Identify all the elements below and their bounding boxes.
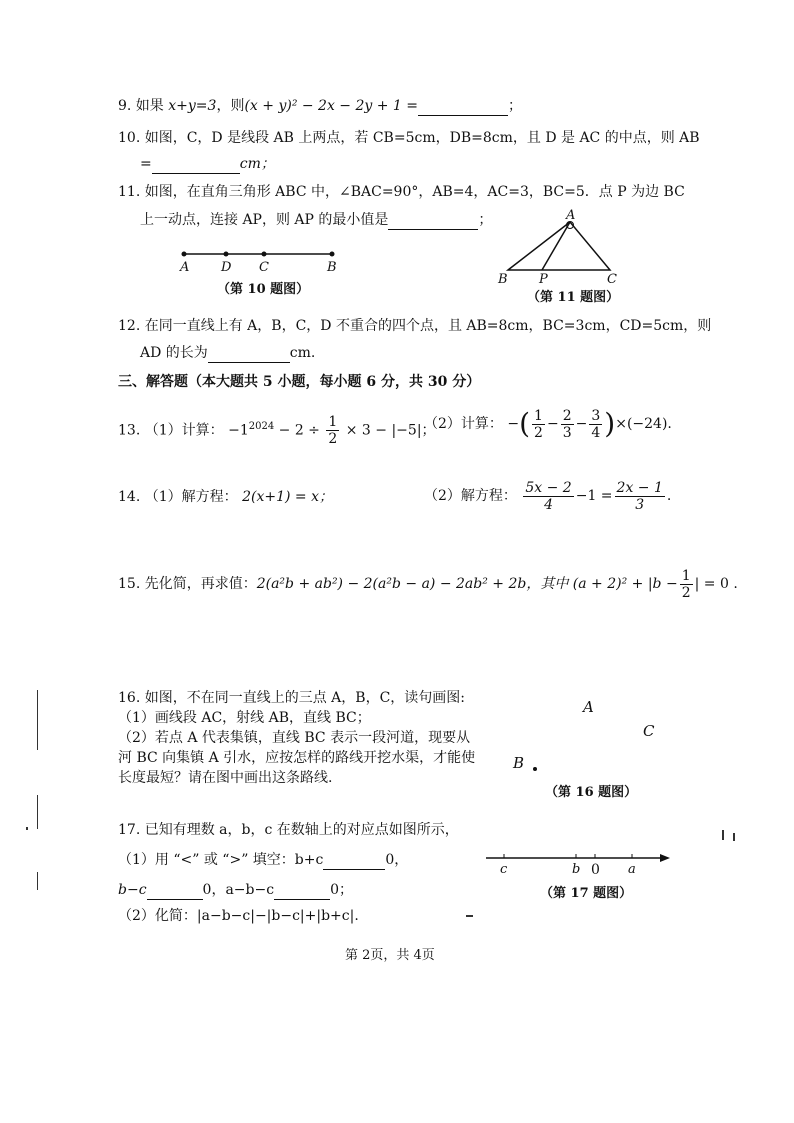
question-14-part1 — [118, 487, 333, 507]
question-17-line2 — [118, 850, 408, 870]
q14-p2-label: （2）解方程： — [424, 488, 517, 504]
question-16-line2: （1）画线段 AC，射线 AB，直线 BC； — [118, 710, 371, 726]
frac-den: 2 — [328, 431, 338, 447]
figure-11-caption: （第 11 题图） — [527, 290, 620, 305]
q14-p1-label: （1）解方程： — [144, 489, 238, 505]
segment-ap — [542, 222, 570, 270]
frac-num: 1 — [681, 567, 691, 584]
q9-answer-blank[interactable] — [418, 99, 508, 116]
q13-expr: −1 — [228, 422, 249, 439]
q13-p1-label: （1）计算： — [144, 422, 224, 439]
q9-text: x+y=3 — [168, 98, 217, 114]
question-17-line1: 17. 已知有理数 a，b，c 在数轴上的对应点如图所示， — [118, 822, 459, 838]
question-16-line5: 长度最短？请在图中画出这条路线. — [118, 770, 333, 786]
figure-11-triangle — [500, 212, 620, 276]
q9-text: ； — [508, 98, 523, 114]
paren-right: ) — [604, 407, 616, 440]
section-3-title: 三、解答题（本大题共 5 小题，每小题 6 分，共 30 分） — [118, 374, 481, 390]
frac-den: 4 — [544, 496, 553, 513]
q12-answer-blank[interactable] — [208, 346, 290, 363]
fig10-label-b: B — [327, 260, 337, 275]
fig17-label-c: c — [500, 862, 508, 877]
q13-number: 13. — [118, 422, 141, 439]
frac-den: 2 — [681, 584, 691, 601]
q9-expr: (x + y)² − 2x − 2y + 1 = — [244, 98, 419, 114]
scan-mark — [37, 872, 38, 890]
question-17-line3 — [118, 880, 353, 900]
q14-frac1 — [523, 480, 573, 513]
question-14-part2 — [424, 478, 671, 514]
q14-op: −1 = — [575, 488, 613, 504]
question-13-part1 — [118, 414, 436, 447]
fig16-label-c: C — [643, 722, 655, 740]
q9-text: 9. 如果 — [118, 98, 169, 114]
point-b-dot — [533, 767, 537, 771]
q13-p2-label: （2）计算： — [424, 416, 503, 432]
scan-mark — [466, 915, 473, 917]
question-11-line2 — [140, 210, 492, 230]
fig10-label-a: A — [180, 260, 190, 275]
frac-num: 1 — [328, 414, 338, 430]
frac-den: 2 — [534, 424, 543, 441]
question-16-line4: 河 BC 向集镇 A 引水，应按怎样的路线开挖水渠，才能使 — [118, 750, 476, 766]
frac-den: 3 — [562, 424, 572, 441]
q17-blank-1[interactable] — [323, 853, 385, 870]
page-footer: 第 2页，共 4页 — [345, 948, 435, 963]
q15-cond: | = 0 . — [694, 576, 738, 592]
question-10-line2 — [140, 154, 275, 174]
fig16-label-a: A — [583, 698, 594, 716]
point-c-dot — [262, 252, 267, 257]
frac-den: 4 — [591, 424, 601, 441]
frac-num: 5x − 2 — [525, 479, 572, 496]
q13-op: − — [546, 416, 559, 432]
q13-expr: × 3 − |−5|； — [345, 422, 436, 439]
figure-16-caption: （第 16 题图） — [545, 785, 638, 800]
fig17-label-a: a — [628, 862, 636, 877]
q15-frac — [680, 568, 693, 601]
frac-num: 2x − 1 — [616, 479, 663, 496]
q13-exponent: 2024 — [248, 420, 275, 432]
q17-text: 0； — [330, 882, 353, 898]
q17-text: （1）用 “<” 或 “>” 填空：b+c — [118, 852, 324, 868]
fig11-label-b: B — [498, 272, 508, 287]
q13-minus: − — [507, 416, 520, 432]
q17-blank-2[interactable] — [147, 883, 203, 900]
figure-17-caption: （第 17 题图） — [540, 886, 633, 901]
q13-frac1 — [532, 408, 545, 441]
q14-frac2 — [615, 480, 665, 513]
q10-text: = — [140, 156, 152, 172]
scan-mark — [37, 795, 38, 829]
frac-den: 3 — [635, 496, 645, 513]
q17-text: b−c — [118, 882, 147, 898]
q13-expr: ×(−24). — [615, 416, 672, 432]
figure-10-caption: （第 10 题图） — [217, 282, 310, 297]
question-16-line3: （2）若点 A 代表集镇，直线 BC 表示一段河道，现要从 — [118, 730, 471, 746]
scan-mark — [26, 827, 28, 830]
fig17-label-b: b — [572, 862, 581, 877]
q13-op: − — [575, 416, 588, 432]
arrow-right-icon — [660, 854, 670, 862]
question-13-part2 — [424, 406, 672, 442]
scan-mark — [37, 690, 38, 750]
q10-answer-blank[interactable] — [152, 157, 240, 174]
triangle-abc — [508, 222, 610, 270]
question-10-line1: 10. 如图，C，D 是线段 AB 上两点，若 CB=5cm，DB=8cm，且 D 是 AC 的中点，则 AB — [118, 130, 700, 146]
point-a-dot — [182, 252, 187, 257]
point-b-dot — [330, 252, 335, 257]
fig11-label-c: C — [607, 272, 617, 287]
q12-text: AD 的长为 — [140, 345, 208, 361]
q15-cond: ，其中 (a + 2)² + |b − — [526, 576, 678, 592]
frac-num: 2 — [562, 407, 572, 424]
q12-text: cm. — [289, 345, 316, 361]
fig17-label-zero: 0 — [591, 862, 600, 878]
question-12-line2 — [140, 343, 315, 363]
q13-fraction — [326, 414, 339, 447]
frac-num: 1 — [534, 407, 543, 424]
question-11-line1: 11. 如图，在直角三角形 ABC 中，∠BAC=90°，AB=4，AC=3，BC=5．点 P 为边 BC — [118, 184, 685, 200]
point-d-dot — [224, 252, 229, 257]
frac-num: 3 — [591, 407, 601, 424]
q15-label: 15. 先化简，再求值： — [118, 576, 257, 592]
q9-text: ，则 — [216, 98, 245, 114]
q11-answer-blank[interactable] — [388, 213, 478, 230]
q13-frac3 — [589, 408, 602, 441]
q17-blank-3[interactable] — [274, 883, 330, 900]
q17-text: 0，a−b−c — [202, 882, 275, 898]
fig16-label-b: B — [513, 754, 525, 772]
question-17-line4: （2）化简：|a−b−c|−|b−c|+|b+c|. — [118, 908, 359, 924]
q14-equation: 2(x+1) = x； — [242, 489, 333, 505]
q17-text: 0， — [385, 852, 409, 868]
q14-number: 14. — [118, 489, 141, 505]
question-9 — [118, 96, 522, 116]
scan-mark — [722, 830, 724, 840]
q11-text: 上一动点，连接 AP，则 AP 的最小值是 — [140, 212, 389, 228]
q14-end: . — [666, 488, 672, 504]
q10-text: cm； — [239, 156, 275, 172]
scan-mark — [733, 833, 735, 841]
fig11-label-a: A — [566, 208, 576, 223]
question-16-line1: 16. 如图，不在同一直线上的三点 A，B，C，读句画图: — [118, 690, 465, 706]
q13-expr: − 2 ÷ — [278, 422, 320, 439]
question-12-line1: 12. 在同一直线上有 A，B，C，D 不重合的四个点，且 AB=8cm，BC=3cm，CD=5cm，则 — [118, 318, 712, 334]
q15-expr: 2(a²b + ab²) − 2(a²b − a) − 2ab² + 2b — [256, 576, 527, 592]
fig10-label-c: C — [259, 260, 269, 275]
q11-text: ； — [478, 212, 493, 228]
paren-left: ( — [519, 407, 531, 440]
question-15 — [118, 566, 738, 602]
fig10-label-d: D — [221, 260, 232, 275]
q13-frac2 — [561, 408, 574, 441]
fig11-label-p: P — [539, 272, 548, 287]
